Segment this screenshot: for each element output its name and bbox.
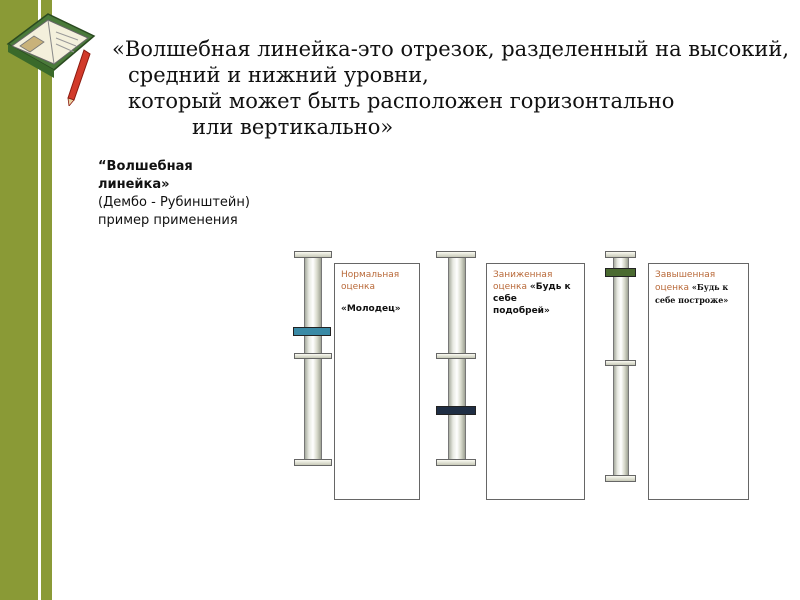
ruler-top-tick [436,251,476,258]
ruler-rod [613,255,629,480]
title-line-3: который может быть расположен горизонтально [128,89,675,113]
card-text-2 [655,281,742,294]
card-label-line-2: оценка [655,283,690,293]
title-line-4: или вертикально» [192,115,394,139]
page-title [112,36,800,140]
card-label-line-1: Завышенная [655,270,716,280]
ruler-middle-tick [294,353,332,359]
pencil-icon [68,50,90,106]
card-low [486,263,585,500]
card-normal [334,263,420,500]
card-label-line-2: оценка [341,282,376,292]
caption-line-3: (Дембо - Рубинштейн) [98,195,250,210]
title-line-1: «Волшебная линейка-это отрезок, разделенный на высокий, [112,37,790,61]
ruler-rod [448,255,466,465]
ruler-bottom-tick [605,475,636,482]
title-line-2: средний и нижний уровни, [128,63,429,87]
card-text [655,269,742,281]
caption-line-4: пример применения [98,213,238,228]
ruler-marker [436,406,476,415]
ruler-middle-tick [436,353,476,359]
ruler-bottom-tick [294,459,332,466]
card-text [493,269,578,293]
ruler-top-tick [605,251,636,258]
card-quote-line-2: себе построже» [655,295,729,305]
caption [98,158,250,230]
ruler-top-tick [294,251,332,258]
ruler-bottom-tick [436,459,476,466]
card-quote: «Молодец» [341,304,401,314]
card-quote-line-1: «Будь к [529,282,571,292]
ruler-marker [293,327,331,336]
card-quote-line-1: «Будь к [691,282,729,292]
ruler-middle-tick [605,360,636,366]
caption-line-1: “Волшебная [98,159,193,174]
ruler-rod [304,255,322,465]
card-label: Заниженная оценка [493,270,553,292]
open-book-icon [2,6,102,106]
card-high [648,263,749,500]
card-quote-line-2: себе [493,294,517,304]
card-quote-line-3: подобрей» [493,306,550,316]
card-label-line-1: Нормальная [341,270,400,280]
ruler-marker [605,268,636,277]
caption-line-2: линейка» [98,177,170,192]
